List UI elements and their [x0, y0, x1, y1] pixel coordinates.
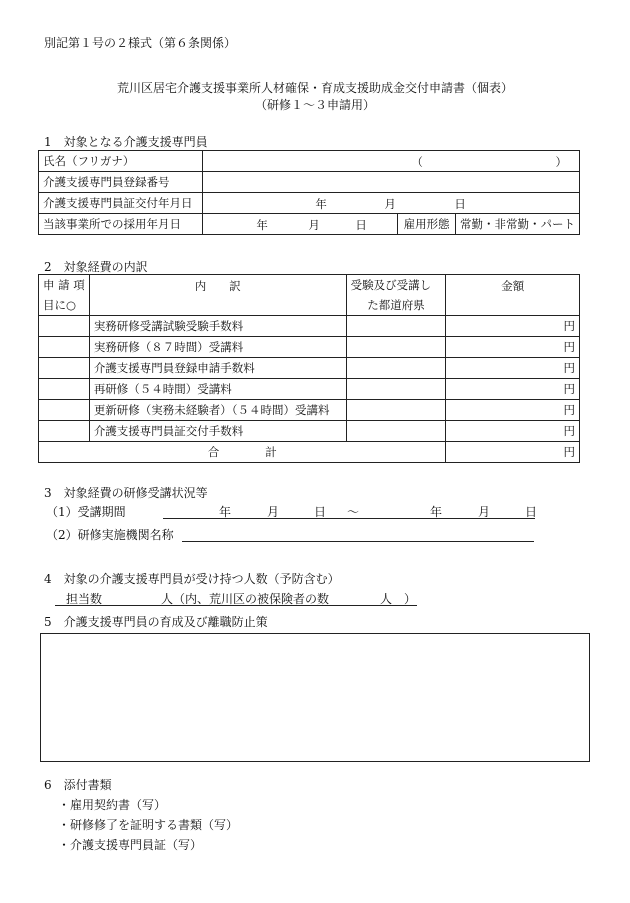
- expense-row: [39, 421, 580, 442]
- cert-month-unit: 月: [384, 197, 396, 211]
- col-apply-header: [39, 275, 90, 316]
- section6-heading: 6 添付書類: [44, 778, 112, 792]
- period-year2: 年: [430, 505, 443, 519]
- count-unit: 人（内、荒川区の被保険者の数: [161, 592, 330, 606]
- apply-check-cell[interactable]: [39, 400, 90, 421]
- amount-cell[interactable]: 円: [446, 316, 580, 337]
- total-label: 合 計: [39, 442, 446, 463]
- form-subtitle: （研修１～３申請用）: [254, 98, 375, 112]
- amount-cell[interactable]: 円: [446, 421, 580, 442]
- prefecture-cell[interactable]: [346, 400, 446, 421]
- certificate-row: [39, 193, 580, 214]
- hire-row: [39, 214, 580, 235]
- col-item-header: 内 訳: [89, 275, 346, 316]
- period-month2: 月: [478, 505, 491, 519]
- expense-row: [39, 316, 580, 337]
- prefecture-cell[interactable]: [346, 421, 446, 442]
- col-pref-header: [346, 275, 446, 316]
- attachment-item: ・研修修了を証明する書類（写）: [58, 818, 239, 832]
- expense-row: [39, 337, 580, 358]
- amount-cell[interactable]: 円: [446, 379, 580, 400]
- name-paren-close: ）: [555, 155, 567, 169]
- institution-field[interactable]: [182, 541, 534, 542]
- name-row: [39, 151, 580, 172]
- form-number: 別記第１号の２様式（第６条関係）: [44, 36, 237, 50]
- registration-label: 介護支援専門員登録番号: [39, 172, 203, 193]
- amount-cell[interactable]: 円: [446, 358, 580, 379]
- cert-year-unit: 年: [315, 197, 327, 211]
- col-pref-line2: た都道府県: [367, 298, 425, 312]
- name-paren-open: （: [411, 155, 423, 169]
- period-day2: 日: [525, 505, 538, 519]
- hire-month-unit: 月: [308, 218, 320, 232]
- col-pref-line1: 受験及び受講し: [350, 278, 432, 292]
- prefecture-cell[interactable]: [346, 337, 446, 358]
- count-label: 担当数: [66, 592, 103, 606]
- period-month1: 月: [267, 505, 280, 519]
- section5-heading: 5 介護支援専門員の育成及び離職防止策: [44, 615, 268, 629]
- col-apply-line1: 申 請 項: [43, 278, 85, 292]
- expense-item-label: 再研修（５４時間）受講料: [89, 379, 346, 400]
- expense-table: [38, 274, 580, 463]
- expense-row: [39, 358, 580, 379]
- expense-row: [39, 379, 580, 400]
- expense-item-label: 介護支援専門員登録申請手数料: [89, 358, 346, 379]
- hire-label: 当該事業所での採用年月日: [39, 214, 203, 235]
- expense-item-label: 実務研修（８７時間）受講料: [89, 337, 346, 358]
- expense-header-row: [39, 275, 580, 316]
- applicant-table: [38, 150, 580, 235]
- col-apply-line2: 目に○: [43, 298, 77, 312]
- col-amount-header: 金額: [446, 275, 580, 316]
- period-year1: 年: [219, 505, 232, 519]
- amount-cell[interactable]: 円: [446, 337, 580, 358]
- employment-type-field[interactable]: 常勤・非常勤・パート: [455, 214, 579, 235]
- period-tilde: ～: [347, 505, 360, 519]
- certificate-date-field[interactable]: [203, 193, 580, 214]
- employment-label: 雇用形態: [398, 214, 456, 235]
- prefecture-cell[interactable]: [346, 316, 446, 337]
- apply-check-cell[interactable]: [39, 379, 90, 400]
- attachment-item: ・介護支援専門員証（写）: [58, 838, 203, 852]
- institution-label: （2）研修実施機関名称: [46, 528, 174, 542]
- hire-year-unit: 年: [256, 218, 268, 232]
- period-label: （1）受講期間: [46, 505, 126, 519]
- prefecture-cell[interactable]: [346, 379, 446, 400]
- expense-row: [39, 400, 580, 421]
- section4-heading: 4 対象の介護支援専門員が受け持つ人数（予防含む）: [44, 572, 340, 586]
- measures-textarea[interactable]: [40, 633, 590, 762]
- certificate-label: 介護支援専門員証交付年月日: [39, 193, 203, 214]
- apply-check-cell[interactable]: [39, 316, 90, 337]
- apply-check-cell[interactable]: [39, 358, 90, 379]
- count-close: 人 ）: [380, 592, 417, 606]
- expense-item-label: 実務研修受講試験受験手数料: [89, 316, 346, 337]
- expense-item-label: 更新研修（実務未経験者）（５４時間）受講料: [89, 400, 346, 421]
- prefecture-cell[interactable]: [346, 358, 446, 379]
- cert-day-unit: 日: [454, 197, 466, 211]
- hire-day-unit: 日: [355, 218, 367, 232]
- apply-check-cell[interactable]: [39, 337, 90, 358]
- section2-heading: 2 対象経費の内訳: [44, 260, 148, 274]
- registration-field[interactable]: [203, 172, 580, 193]
- total-amount-cell[interactable]: 円: [446, 442, 580, 463]
- expense-item-label: 介護支援専門員証交付手数料: [89, 421, 346, 442]
- name-label: 氏名（フリガナ）: [39, 151, 203, 172]
- form-title: 荒川区居宅介護支援事業所人材確保・育成支援助成金交付申請書（個表）: [116, 81, 513, 95]
- name-field[interactable]: [203, 151, 580, 172]
- section3-heading: 3 対象経費の研修受講状況等: [44, 486, 208, 500]
- amount-cell[interactable]: 円: [446, 400, 580, 421]
- period-day1: 日: [314, 505, 327, 519]
- section1-heading: 1 対象となる介護支援専門員: [44, 135, 208, 149]
- apply-check-cell[interactable]: [39, 421, 90, 442]
- attachment-item: ・雇用契約書（写）: [58, 798, 167, 812]
- total-row: [39, 442, 580, 463]
- hire-date-field[interactable]: [203, 214, 398, 235]
- registration-row: [39, 172, 580, 193]
